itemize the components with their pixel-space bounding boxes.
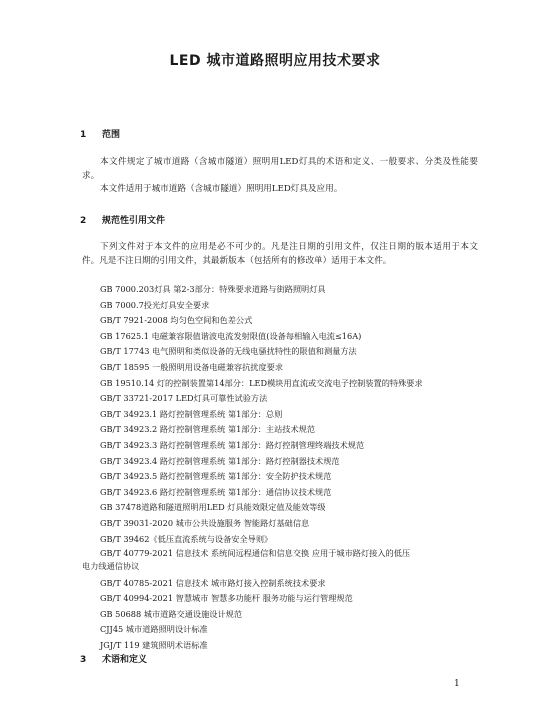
reference-item-multiline [82, 547, 480, 573]
reference-item: GB/T 39031-2020 城市公共设施服务 智能路灯基础信息 [100, 517, 310, 528]
section-title: 术语和定义 [102, 655, 148, 665]
reference-item: GB 37478道路和隧道照明用LED 灯具能效限定值及能效等级 [100, 502, 326, 513]
reference-item: GB/T 34923.3 路灯控制管理系统 第1部分：路灯控制管理终端技术规范 [100, 439, 365, 450]
reference-item: GB/T 18595 一般照明用设备电磁兼容抗扰度要求 [100, 361, 284, 372]
reference-item: GB 19510.14 灯的控制装置第14部分：LED模块用直流或交流电子控制装置的特殊要求 [100, 377, 423, 388]
reference-item: GB/T 40785-2021 信息技术 城市路灯接入控制系统技术要求 [100, 577, 326, 588]
document-title: LED 城市道路照明应用技术要求 [169, 53, 381, 69]
reference-list [82, 282, 480, 654]
scope-paragraph: 本文件规定了城市道路（含城市隧道）照明用LED灯具的术语和定义、一般要求、分类及性能要求。 [82, 157, 478, 181]
section-number: 3 [80, 655, 87, 665]
reference-item: GB/T 34923.4 路灯控制管理系统 第1部分：路灯控制器技术规范 [100, 455, 340, 466]
section-title: 范围 [102, 130, 121, 140]
reference-item: GB 7000.203灯具 第2-3部分：特殊要求道路与街路照明灯具 [100, 284, 326, 294]
reference-item: GB 50688 城市道路交通设施设计规范 [100, 608, 243, 619]
reference-item: GB/T 34923.5 路灯控制管理系统 第1部分：安全防护技术规范 [100, 471, 332, 482]
reference-item: GB/T 33721-2017 LED灯具可靠性试验方法 [100, 393, 268, 404]
scope-paragraph: 本文件适用于城市道路（含城市隧道）照明用LED灯具及应用。 [100, 184, 343, 194]
reference-item: GB/T 7921-2008 均匀色空间和色差公式 [100, 315, 253, 326]
normative-intro-paragraph: 下列文件对于本文件的应用是必不可少的。凡是注日期的引用文件，仅注日期的版本适用于本文件。凡是不注日期的引用文件，其最新版本（包括所有的修改单）适用于本文件。 [82, 242, 478, 266]
reference-item: GB/T 34923.2 路灯控制管理系统 第1部分：主站技术规范 [100, 424, 316, 435]
reference-item: GB/T 17743 电气照明和类似设备的无线电骚扰特性的限值和测量方法 [100, 346, 357, 357]
section-number: 2 [80, 216, 87, 226]
reference-item: GB/T 39462《低压直流系统与设备安全导则》 [100, 533, 273, 544]
reference-item: GB 7000.7投光灯具安全要求 [100, 299, 210, 310]
reference-item-text: GB/T 40779-2021 信息技术 系统间远程通信和信息交换 应用于城市路灯接入的低压 [100, 548, 411, 559]
reference-item-continuation: 电力线通信协议 [82, 561, 140, 572]
reference-item: JGJ/T 119 建筑照明术语标准 [100, 640, 208, 651]
section-heading-normative-references [80, 213, 165, 226]
reference-item: GB/T 40994-2021 智慧城市 智慧多功能杆 服务功能与运行管理规范 [100, 593, 353, 604]
section-title: 规范性引用文件 [102, 216, 166, 226]
section-heading-scope [80, 127, 120, 140]
section-number: 1 [80, 130, 87, 140]
reference-item: GB 17625.1 电磁兼容限值谐波电流发射限值(设备每相输入电流≤16A) [100, 330, 362, 341]
reference-item: GB/T 34923.1 路灯控制管理系统 第1部分：总则 [100, 408, 283, 419]
section-heading-terms-definitions [80, 652, 147, 665]
page-number: 1 [454, 679, 460, 689]
reference-item: GB/T 34923.6 路灯控制管理系统 第1部分：通信协议技术规范 [100, 486, 332, 497]
reference-item: CJJ45 城市道路照明设计标准 [100, 624, 208, 635]
